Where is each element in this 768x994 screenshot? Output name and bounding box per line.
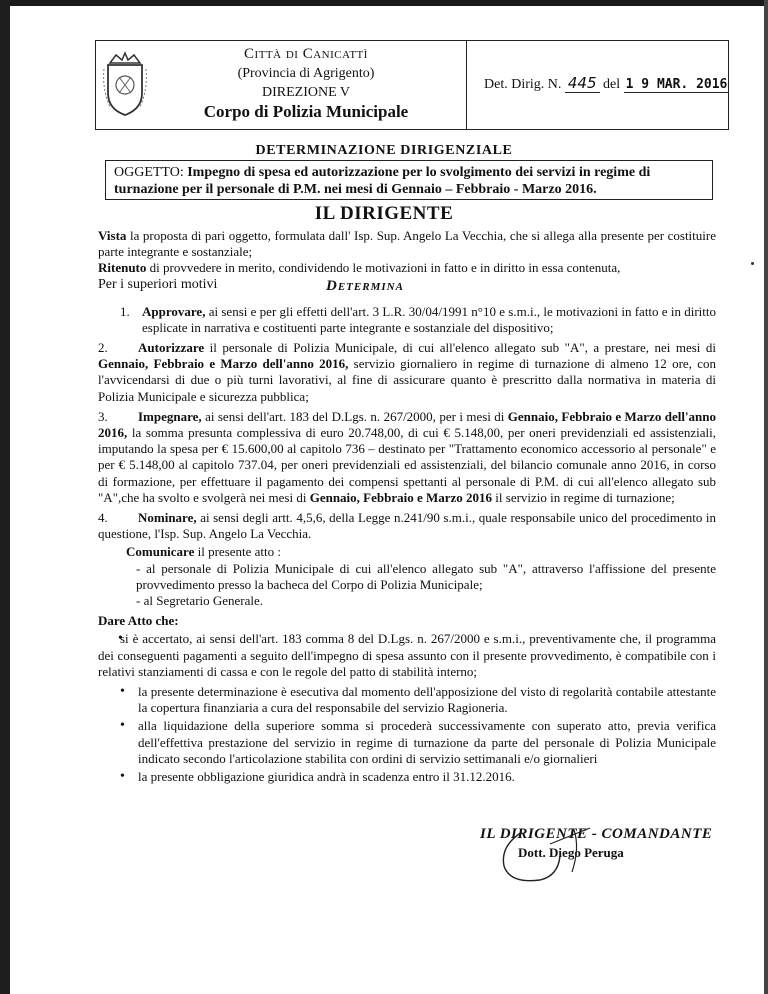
signature-block — [480, 826, 740, 861]
header-box — [95, 40, 729, 130]
document-body — [98, 228, 716, 785]
item-lead: Nominare, — [138, 510, 197, 526]
item-text: ai sensi dell'art. 183 del D.Lgs. n. 267/2000, per i mesi di — [205, 408, 505, 424]
det-number: 445 — [565, 74, 600, 93]
item-text: ai sensi degli artt. 4,5,6, della Legge n.241/90 s.m.i., quale responsabile unico del procedimento in questione, l'Isp. Sup. Angelo La Vecchia. — [98, 510, 717, 542]
document-title: DETERMINAZIONE DIRIGENZIALE — [255, 143, 513, 158]
comunicare-paragraph — [98, 544, 716, 560]
item-lead: Autorizzare — [138, 340, 205, 356]
corps-name: Corpo di Polizia Municipale — [203, 102, 409, 121]
dare-atto-bullet-4 — [98, 769, 716, 785]
city-crest-icon — [102, 49, 148, 119]
bullet-text: la presente determinazione è esecutiva dal momento dell'apposizione del visto di regolarità contabile attestante la copertura finanziaria a cura del responsabile del servizio Ragioneria. — [138, 684, 716, 716]
ritenuto-paragraph — [98, 260, 716, 276]
determina-heading: Determina — [326, 277, 404, 294]
direction-name: DIREZIONE V — [261, 85, 350, 100]
header-left — [96, 41, 467, 129]
item-number: 3. — [98, 408, 108, 424]
oggetto-text: Impegno di spesa ed autorizzazione per lo svolgimento dei servizi in regime di turnazione per il personale di P.M. nei mesi di Gennaio – Febbraio - Marzo 2016. — [114, 165, 651, 197]
handwritten-signature-icon — [480, 826, 740, 886]
motivi-text: Per i superiori motivi — [98, 276, 218, 292]
signature-name: Dott. Diego Peruga — [518, 845, 624, 860]
item-number: 1. — [120, 303, 130, 319]
bullet-text: si è accertato, ai sensi dell'art. 183 comma 8 del D.Lgs. n. 267/2000 e s.m.i., preventivamente che, il programma dei conseguenti pagamenti a seguito dell'impegno di spesa assunto con il presente provvedimento, è compatibile con i relativi stanziamenti di cassa e con le regole del patto di stabilità interno; — [98, 631, 716, 679]
dare-atto-bullet-3 — [98, 718, 716, 767]
vista-label: Vista — [98, 228, 127, 243]
del-label: del — [603, 77, 621, 92]
province-name: (Provincia di Agrigento) — [237, 66, 375, 81]
comunicare-label: Comunicare — [126, 544, 195, 560]
item-text: il personale di Polizia Municipale, di cui all'elenco allegato sub "A", a prestare, nei mesi di — [209, 340, 716, 356]
vista-text: la proposta di pari oggetto, formulata dall' Isp. Sup. Angelo La Vecchia, che si allega alla presente per costituire parte integrante e sostanziale; — [98, 228, 716, 260]
date-stamp: 1 9 MAR. 2016 — [625, 77, 728, 92]
bullet-text: alla liquidazione della superiore somma si procederà successivamente con superato atto, previa verifica dell'effettiva prestazione del servizio in regime di turnazione da parte del personale di Polizia Municipale indicato secondo l'articolazione stabilita con ordini di servizio settimanali e/o giornalieri — [138, 718, 716, 766]
vista-paragraph — [98, 228, 716, 260]
dare-atto-label-text: Dare Atto che: — [98, 613, 179, 629]
dare-atto-bullet-2 — [98, 684, 716, 716]
scan-edge-top — [0, 0, 768, 6]
item-lead: Approvare, — [142, 303, 206, 319]
item-4 — [98, 510, 716, 542]
oggetto-label: OGGETTO: — [114, 165, 184, 180]
city-name: Città di Canicattì — [244, 46, 368, 62]
item-bold-period: Gennaio, Febbraio e Marzo dell'anno 2016, — [98, 356, 349, 372]
item-text-end: il servizio in regime di turnazione; — [495, 489, 675, 505]
header-right — [476, 41, 726, 129]
comunicare-intro: il presente atto : — [197, 544, 282, 560]
oggetto-box — [105, 160, 713, 200]
heading-il-dirigente: IL DIRIGENTE — [314, 203, 454, 224]
comunicare-line-1: - al personale di Polizia Municipale di cui all'elenco allegato sub "A", attraverso l'affissione del presente provvedimento presso la bacheca del Corpo di Polizia Municipale; — [136, 560, 716, 592]
bullet-text: la presente obbligazione giuridica andrà in scadenza entro il 31.12.2016. — [138, 769, 515, 785]
ritenuto-label: Ritenuto — [98, 260, 147, 276]
determination-number-line — [484, 74, 729, 93]
item-number: 2. — [98, 340, 108, 356]
item-3 — [98, 409, 716, 506]
comunicare-line-2: - al Segretario Generale. — [136, 593, 264, 609]
header-center — [156, 45, 456, 121]
item-text-cont: servizio giornaliero in regime di turnazione di almeno 12 ore, con l'avvicendarsi di due o più turni lavorativi, al fine di assicurare quanto è prescritto dalla normativa in materia di Polizia Municipale e sicurezza pubblica; — [98, 356, 716, 404]
det-label: Det. Dirig. N. — [484, 77, 562, 92]
item-2 — [98, 340, 716, 405]
item-text: ai sensi e per gli effetti dell'art. 3 L.R. 30/04/1991 n°10 e s.m.i., le motivazioni in fatto e in diritto esplicate in narrativa e costituenti parte integrante e sostanziale del dispositivo; — [142, 303, 716, 335]
item-bold-period: Gennaio, Febbraio e Marzo dell'anno 2016, — [98, 408, 717, 441]
item-text-cont: la somma presunta complessiva di euro 20.748,00, di cui € 5.148,00, per oneri previdenziali ed assistenziali, imputando la spesa per € 15.600,00 al capitolo 736 – destinato per "Trattamento economico accessorio al personale" e per € 5.148,00 al capitolo 737.04, per oneri previdenziali ed assistenziali, del bilancio comunale anno 2016, in corso di formazione, per effettuare il pagamento dei compensi spettanti al personale di P.M. di cui all'elenco allegato sub "A",che ha svolto e svolgerà nei mesi di — [98, 425, 717, 505]
scan-speck — [751, 262, 754, 265]
item-1 — [98, 304, 716, 336]
dare-atto-label — [98, 613, 716, 629]
item-bold-period-2: Gennaio, Febbraio e Marzo 2016 — [309, 489, 493, 505]
item-number: 4. — [98, 510, 108, 526]
ritenuto-text: di provvedere in merito, condividendo le motivazioni in fatto e in diritto in essa contenuta, — [149, 260, 621, 276]
signature-title: IL DIRIGENTE - COMANDANTE — [480, 826, 713, 842]
motivi-row — [98, 277, 716, 296]
item-lead: Impegnare, — [138, 408, 202, 424]
dare-atto-bullet-1 — [98, 631, 716, 680]
